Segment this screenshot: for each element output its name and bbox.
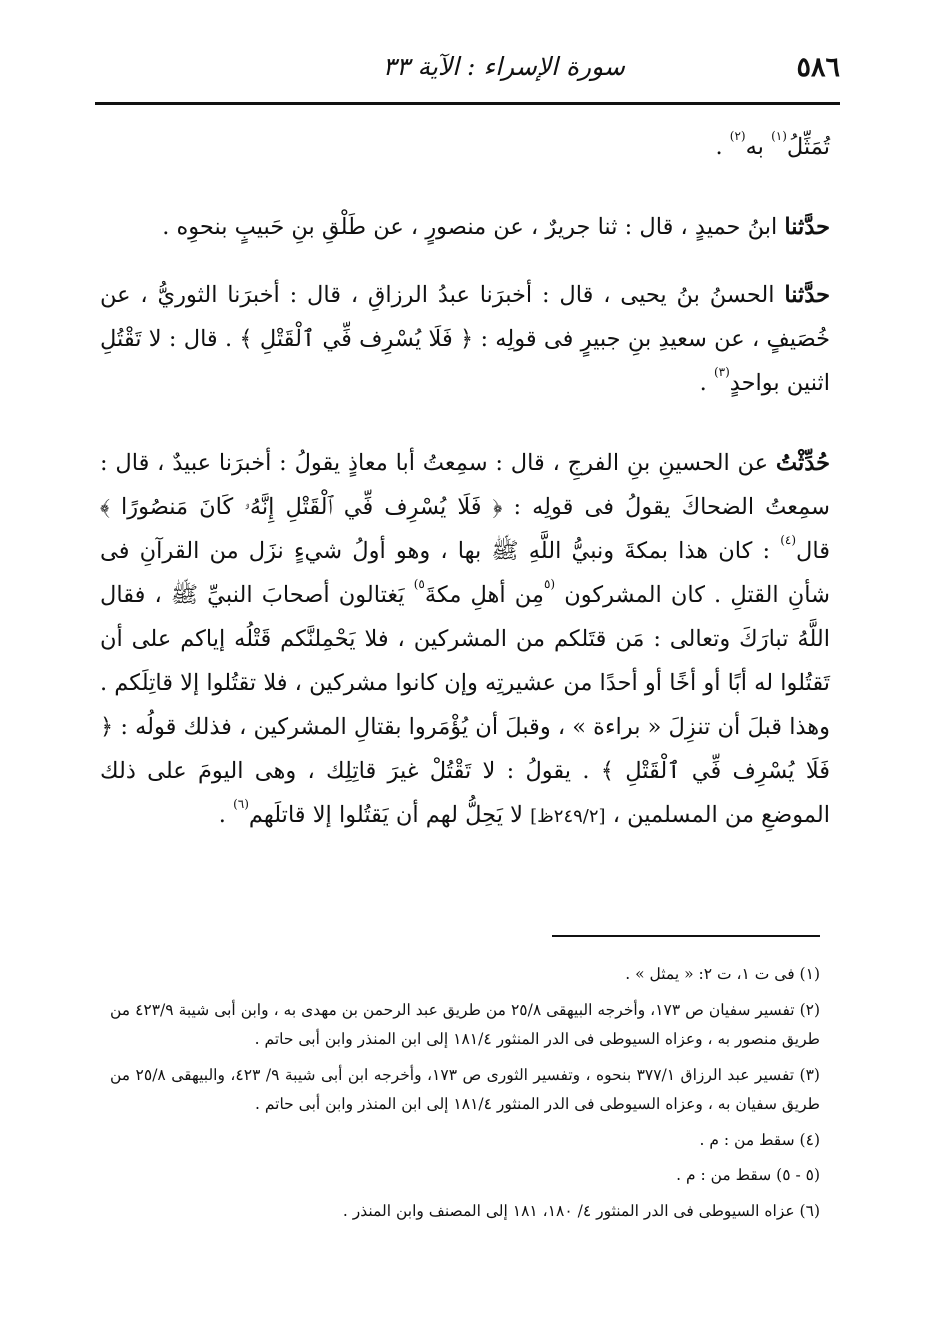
header-rule (95, 102, 840, 105)
text-run: : كان هذا بمكةَ ونبيُّ اللَّهِ ﷺ بها ، وهو أولُ شيءٍ نزَل من القرآنِ فى شأنِ القتلِ . كان المشركون (100, 538, 831, 608)
footnote-ref-5-open: (٥ (543, 577, 556, 591)
text-run: مِن أهلِ مكةَ (424, 582, 544, 608)
footnote-ref-3: (٣) (713, 365, 730, 379)
main-text (100, 125, 830, 839)
narration-lead: حُدِّثْتُ (775, 450, 830, 476)
paragraph-hadith-2 (100, 273, 830, 405)
text-run: الحسنُ بنُ يحيى ، قال : أخبرَنا عبدُ الرزاقِ ، قال : أخبرَنا الثوريُّ ، عن خُصَيفٍ ، عن سعيدِ بنِ جبيرٍ فى قولِه : ﴿ فَلَا يُسْرِف فِّي ٱلْقَتْلِ ﴾ . قال : لا تَقْتُلِ اثنين بواحدٍ (100, 282, 830, 396)
narration-lead: حدَّثنا (784, 214, 830, 240)
paragraph-hadith-1 (100, 205, 830, 249)
text-run: عن الحسينِ بنِ الفرجِ ، قال : سمِعتُ أبا معاذٍ يقولُ : أخبرَنا عبيدٌ ، قال : سمِعتُ الضحاكَ يقولُ فى قولِه : ﴿ فَلَا يُسْرِف فِّي ٱلْقَتْلِ إِنَّهُۥ كَانَ مَنصُورًا ﴾ قال (100, 450, 830, 564)
footnote-ref-4: (٤) (780, 533, 797, 547)
footnote-separator (552, 935, 820, 937)
footnotes (110, 960, 820, 1232)
text-run: . (715, 134, 730, 160)
running-title: سورة الإسراء : الآية ٣٣ (382, 52, 625, 81)
paragraph-continuation (100, 125, 830, 169)
footnote-1: (١) فى ت ١، ت ٢: « يمثل » . (625, 965, 820, 983)
paragraph-hadith-3 (100, 441, 830, 839)
text-run: لا يَحِلُّ لهم أن يَقتُلوا إلا قاتلَهم (248, 802, 531, 828)
text-run: به (745, 134, 772, 160)
footnote-4: (٤) سقط من : م . (699, 1130, 820, 1149)
text-run: . (699, 370, 714, 396)
page-header (95, 48, 840, 98)
footnote-3: (٣) تفسير عبد الرزاق ٣٧٧/١ بنحوه ، وتفسير الثورى ص ١٧٣، وأخرجه ابن أبى شيبة ٩/ ٤٢٣، والبيهقى ٢٥/٨ من طريق سفيان به ، وعزاه السيوطى فى الدر المنثور ١٨١/٤ إلى ابن المنذر وابن أبى حاتم . (110, 1065, 820, 1113)
page-number: ٥٨٦ (796, 52, 840, 83)
footnote-2: (٢) تفسير سفيان ص ١٧٣، وأخرجه البيهقى ٢٥/٨ من طريق عبد الرحمن بن مهدى به ، وابن أبى شيبة ٤٢٣/٩ من طريق منصور به ، وعزاه السيوطى فى الدر المنثور ١٨١/٤ إلى ابن المنذر وابن أبى حاتم . (110, 1000, 821, 1048)
footnote-ref-1: (١) (771, 129, 787, 143)
text-run: يَغتالون أصحابَ النبيِّ ﷺ ، فقال اللَّهُ تبارَكَ وتعالى : مَن قتَلكم من المشركين ، فلا يَحْمِلنَّكم قَتْلُه إياكم على أن تَقتُلوا له أبًا أو أخًا أو أحدًا من عشيرتِه وإن كانوا مشركين ، فلا تقتُلوا إلا قاتِلَكم . وهذا قبلَ أن تنزِلَ « براءة » ، وقبلَ أن يُؤْمَروا بقتالِ المشركين ، فذلك قولُه : ﴿ فَلَا يُسْرِف فِّي ٱلْقَتْلِ ﴾ . يقولُ : لا تَقْتُلْ غيرَ قاتِلِك ، وهى اليومَ على ذلك الموضعِ من المسلمين ، (100, 582, 830, 828)
footnote-6: (٦) عزاه السيوطى فى الدر المنثور ٤/ ١٨٠، ١٨١ إلى المصنف وابن المنذر . (342, 1201, 820, 1220)
footnote-ref-2: (٢) (729, 129, 746, 143)
footnote-ref-6: (٦) (233, 797, 249, 811)
footnote-5: (٥ - ٥) سقط من : م . (676, 1166, 820, 1184)
text-run: تُمَثِّلُ (786, 134, 830, 160)
text-run: ابنُ حميدٍ ، قال : ثنا جريرٌ ، عن منصورٍ ، عن طَلْقِ بنِ حَبيبٍ بنحوِه . (162, 214, 785, 240)
footnote-ref-5-close: ٥) (413, 577, 425, 591)
manuscript-reference: [٢٤٩/٢ظ] (530, 806, 606, 827)
narration-lead: حدَّثنا (784, 282, 830, 308)
text-run: . (218, 802, 234, 828)
